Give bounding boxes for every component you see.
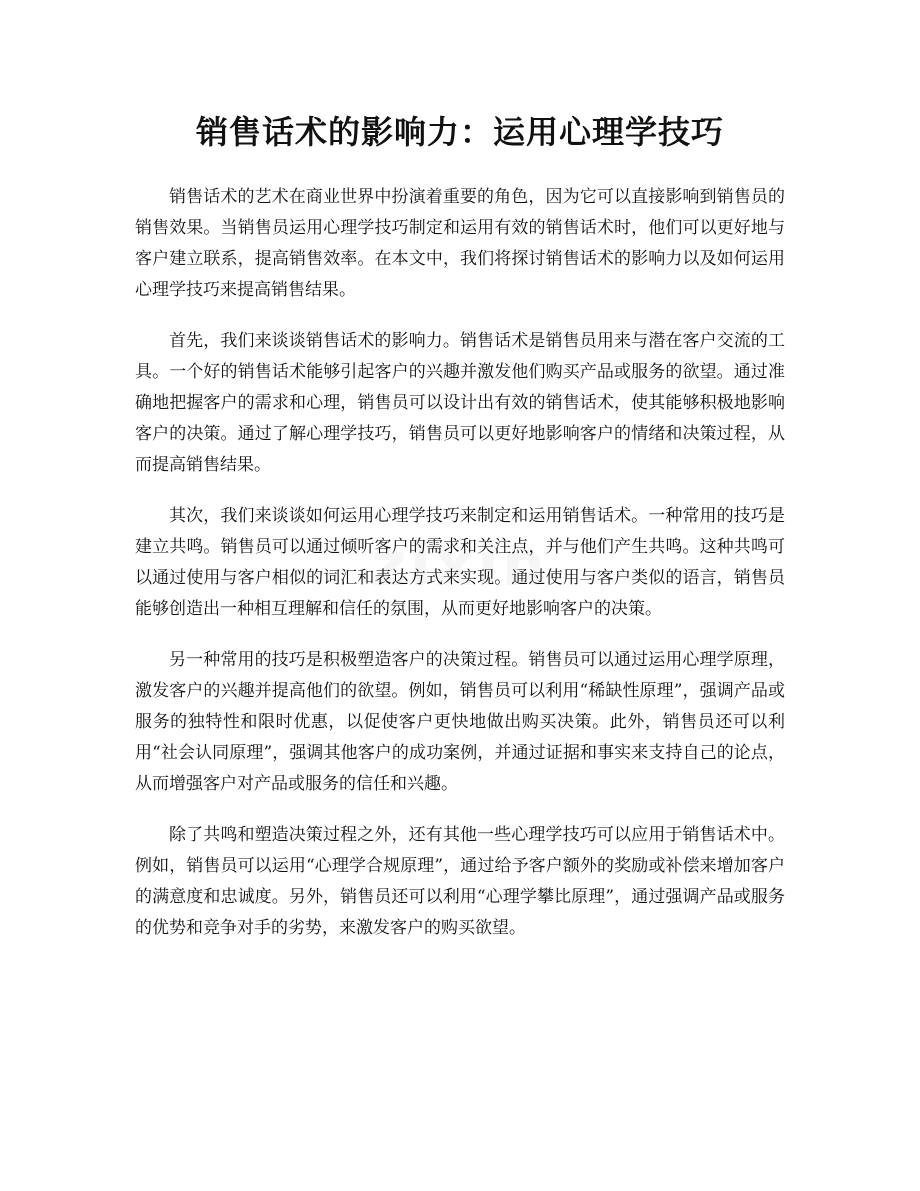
paragraph-resonance: 其次，我们来谈谈如何运用心理学技巧来制定和运用销售话术。一种常用的技巧是建立共鸣。销售员可以通过倾听客户的需求和关注点，并与他们产生共鸣。这种共鸣可以通过使用与客户相似的词汇和表达方式来实现。通过使用与客户类似的语言，销售员能够创造出一种相互理解和信任的氛围，从而更好地影响客户的决策。: [135, 506, 785, 619]
watermark: zixin: [371, 530, 549, 600]
document-title: 销售话术的影响力：运用心理学技巧: [195, 113, 724, 151]
paragraph-influence: 首先，我们来谈谈销售话术的影响力。销售话术是销售员用来与潜在客户交流的工具。一个好的销售话术能够引起客户的兴趣并激发他们购买产品或服务的欲望。通过准确地把握客户的需求和心理，销售员可以设计出有效的销售话术，使其能够积极地影响客户的决策。通过了解心理学技巧，销售员可以更好地影响客户的情绪和决策过程，从而提高销售结果。: [135, 331, 785, 475]
document-body: [135, 182, 785, 964]
paragraph-decision: 另一种常用的技巧是积极塑造客户的决策过程。销售员可以通过运用心理学原理，激发客户的兴趣并提高他们的欲望。例如，销售员可以利用“稀缺性原理”，强调产品或服务的独特性和限时优惠，以促使客户更快地做出购买决策。此外，销售员还可以利用“社会认同原理”，强调其他客户的成功案例，并通过证据和事实来支持自己的论点，从而增强客户对产品或服务的信任和兴趣。: [135, 650, 785, 794]
paragraph-other-techniques: 除了共鸣和塑造决策过程之外，还有其他一些心理学技巧可以应用于销售话术中。例如，销售员可以运用“心理学合规原理”，通过给予客户额外的奖励或补偿来增加客户的满意度和忠诚度。另外，销售员还可以利用“心理学攀比原理”，通过强调产品或服务的优势和竞争对手的劣势，来激发客户的购买欲望。: [135, 825, 785, 938]
paragraph-intro: 销售话术的艺术在商业世界中扮演着重要的角色，因为它可以直接影响到销售员的销售效果。当销售员运用心理学技巧制定和运用有效的销售话术时，他们可以更好地与客户建立联系，提高销售效率。在本文中，我们将探讨销售话术的影响力以及如何运用心理学技巧来提高销售结果。: [135, 187, 785, 300]
